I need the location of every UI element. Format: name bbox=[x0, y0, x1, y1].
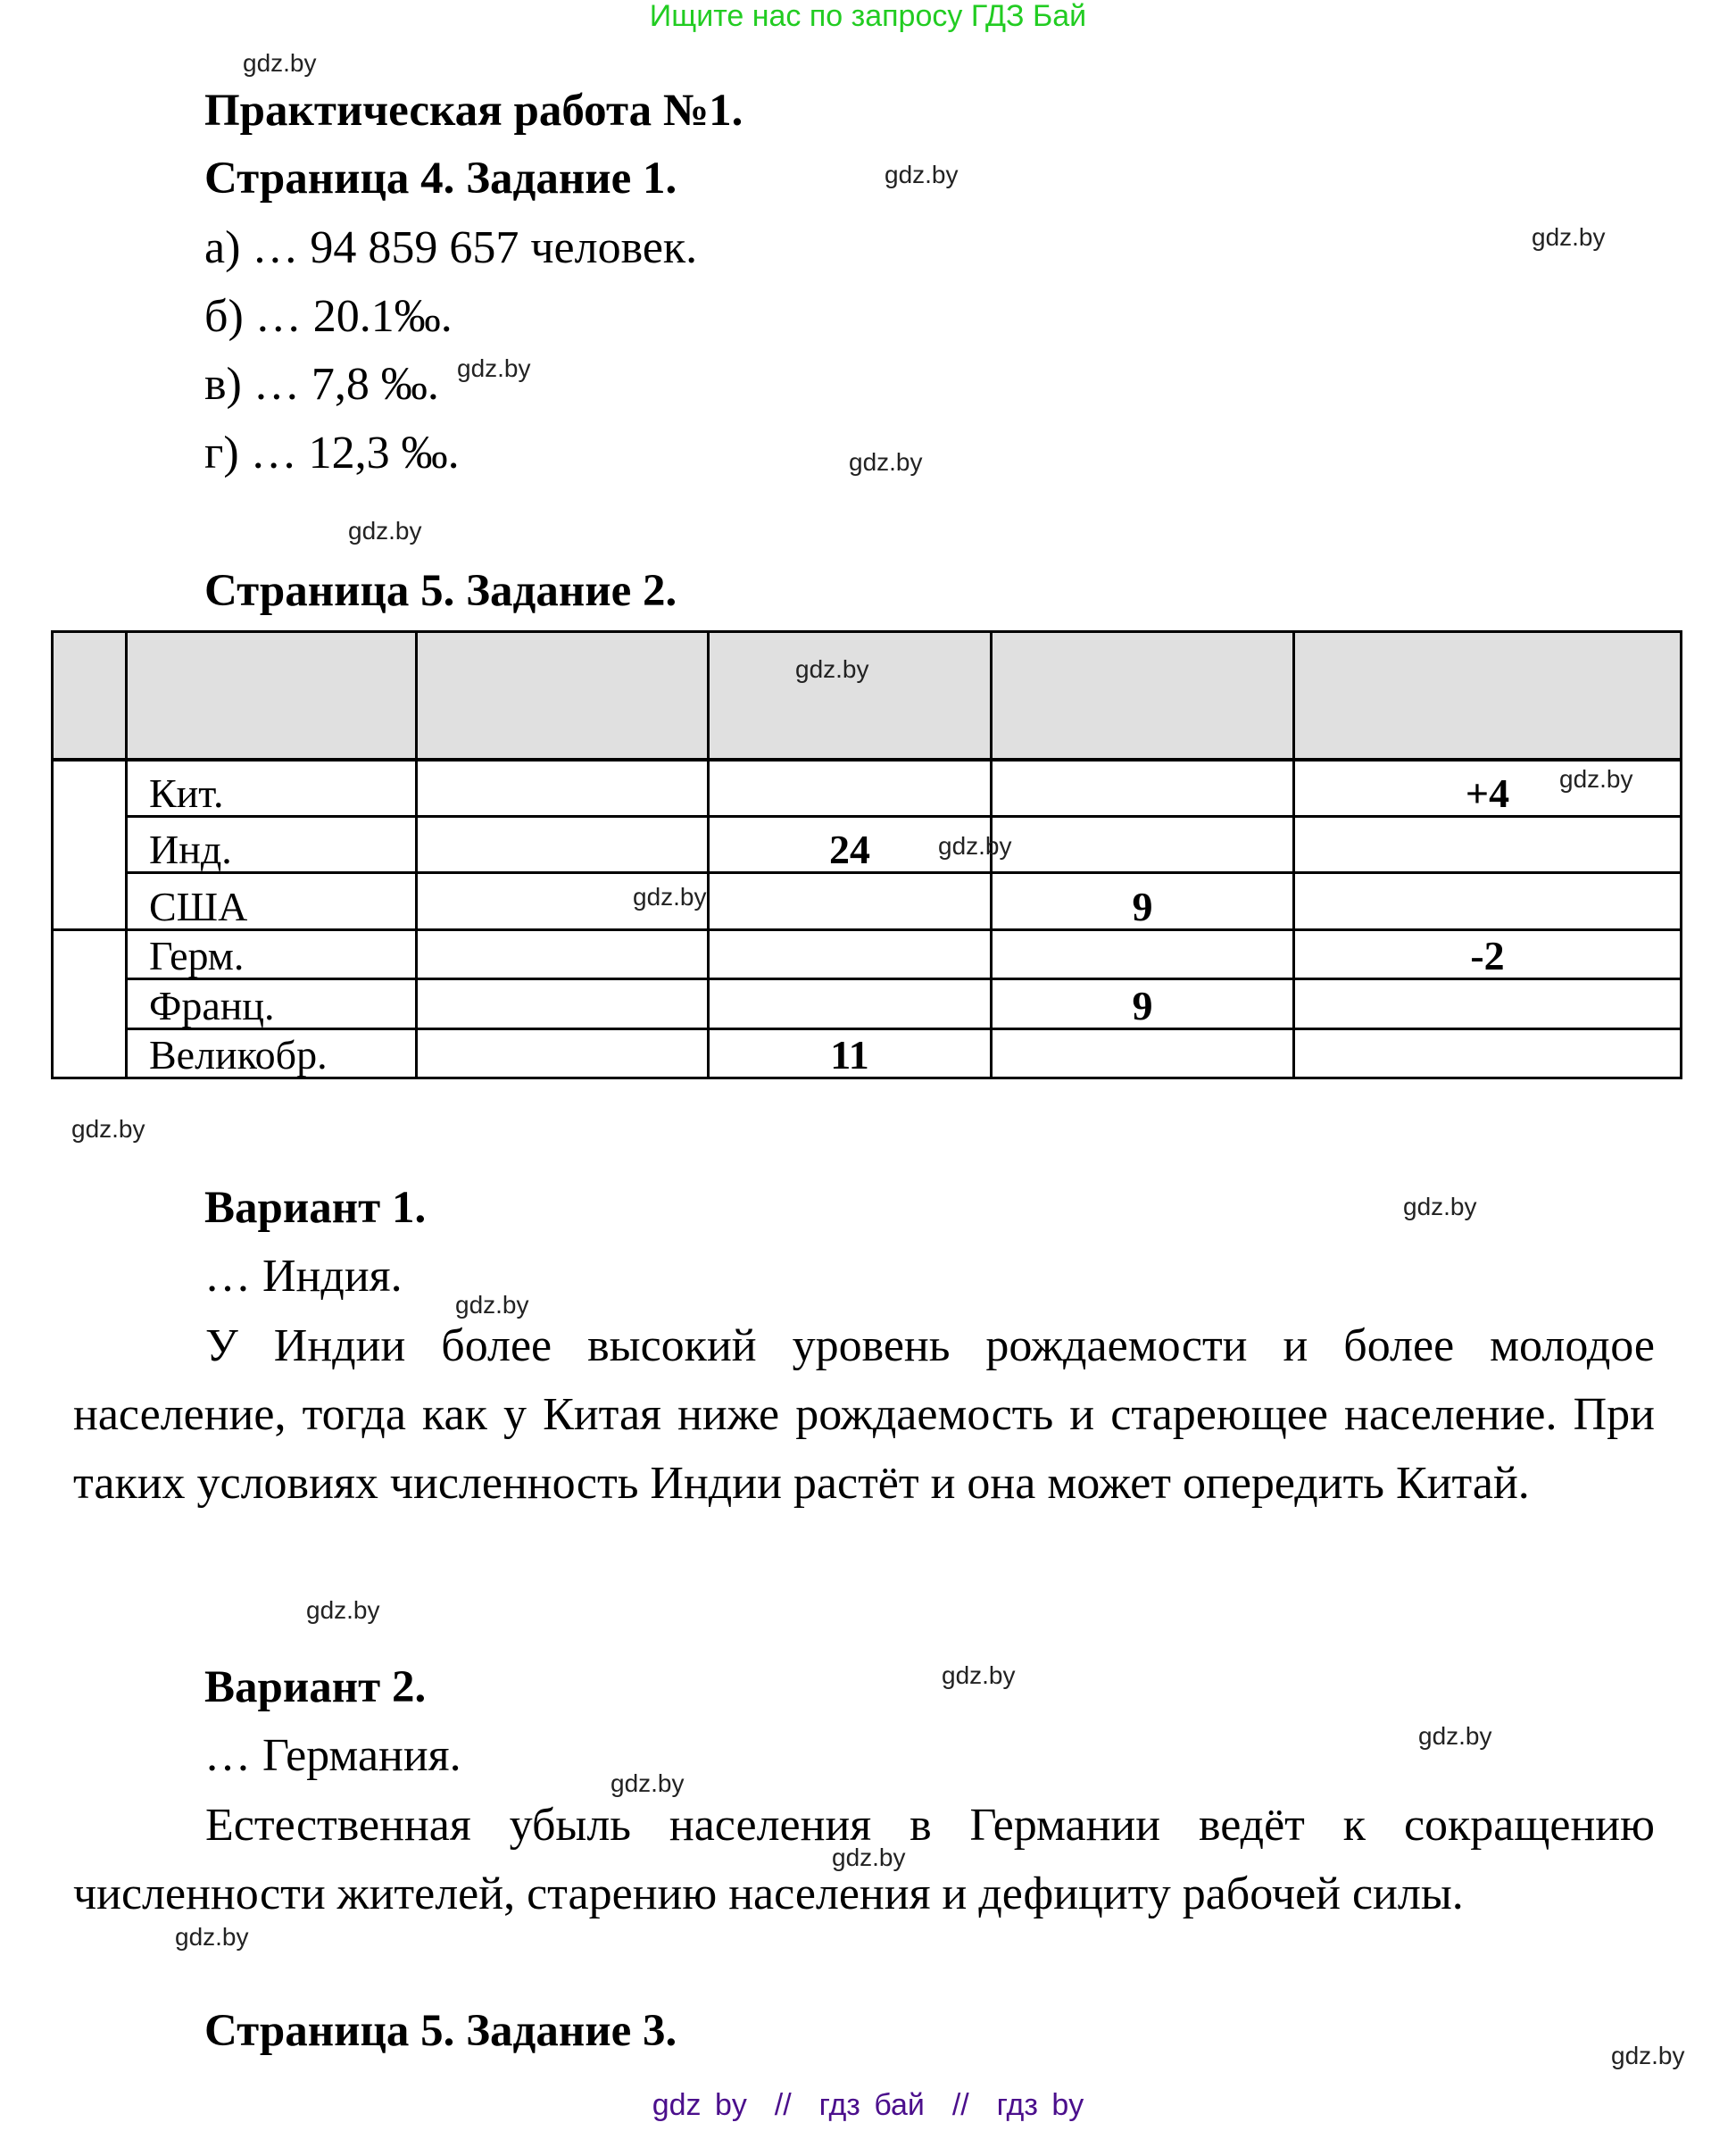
watermark: gdz.by bbox=[175, 1923, 249, 1951]
watermark: gdz.by bbox=[1611, 2042, 1685, 2069]
value-cell: 9 bbox=[992, 872, 1294, 929]
watermark: gdz.by bbox=[885, 161, 959, 188]
value-cell bbox=[417, 978, 709, 1028]
watermark: gdz.by bbox=[938, 832, 1012, 860]
country-cell: США bbox=[127, 872, 417, 929]
table-row bbox=[53, 816, 1682, 872]
task1-answer-a: а) … 94 859 657 человек. bbox=[204, 222, 698, 273]
value-cell bbox=[992, 1028, 1294, 1078]
watermark: gdz.by bbox=[1559, 765, 1633, 793]
watermark: gdz.by bbox=[1532, 223, 1606, 251]
table-header-cell bbox=[992, 632, 1294, 761]
value-cell bbox=[992, 929, 1294, 978]
country-cell: Кит. bbox=[127, 760, 417, 816]
value-cell: 11 bbox=[709, 1028, 992, 1078]
page-title: Практическая работа №1. bbox=[204, 86, 743, 136]
value-cell bbox=[709, 978, 992, 1028]
value-cell bbox=[992, 760, 1294, 816]
variant2-answer: … Германия. bbox=[204, 1730, 461, 1781]
watermark: gdz.by bbox=[832, 1844, 906, 1871]
variant1-heading: Вариант 1. bbox=[204, 1183, 427, 1233]
value-cell bbox=[1294, 872, 1682, 929]
watermark: gdz.by bbox=[633, 883, 707, 911]
value-cell bbox=[417, 816, 709, 872]
value-cell bbox=[417, 929, 709, 978]
country-cell: Франц. bbox=[127, 978, 417, 1028]
country-cell: Великобр. bbox=[127, 1028, 417, 1078]
variant1-paragraph-text: У Индии более высокий уровень рождаемости и более молодое население, тогда как у Китая ниже рождаемость и стареющее население. При таких условиях численность Индии растёт и она может опередить Китай. bbox=[73, 1320, 1655, 1509]
watermark: gdz.by bbox=[942, 1661, 1016, 1689]
watermark: gdz.by bbox=[457, 354, 531, 382]
watermark: gdz.by bbox=[306, 1596, 380, 1624]
table-header-cell bbox=[1294, 632, 1682, 761]
value-cell bbox=[709, 929, 992, 978]
table-header-row bbox=[53, 632, 1682, 761]
value-cell bbox=[1294, 978, 1682, 1028]
watermark: gdz.by bbox=[1418, 1722, 1492, 1750]
value-cell: 9 bbox=[992, 978, 1294, 1028]
variant1-paragraph bbox=[73, 1311, 1655, 1518]
table-header-cell bbox=[53, 632, 127, 761]
search-hint-banner: Ищите нас по запросу ГДЗ Бай bbox=[649, 0, 1087, 33]
watermark: gdz.by bbox=[1403, 1193, 1477, 1220]
task1-answer-d: г) … 12,3 ‰. bbox=[204, 428, 460, 479]
country-cell: Герм. bbox=[127, 929, 417, 978]
variant1-answer: … Индия. bbox=[204, 1251, 403, 1302]
table-header-cell bbox=[127, 632, 417, 761]
value-cell: +4 bbox=[1294, 760, 1682, 816]
value-cell bbox=[1294, 1028, 1682, 1078]
group-cell-2 bbox=[53, 929, 127, 1078]
task1-heading: Страница 4. Задание 1. bbox=[204, 154, 677, 204]
value-cell bbox=[709, 872, 992, 929]
value-cell bbox=[709, 760, 992, 816]
watermark: gdz.by bbox=[849, 448, 923, 476]
table-header-cell bbox=[417, 632, 709, 761]
task3-heading: Страница 5. Задание 3. bbox=[204, 2006, 677, 2056]
watermark: gdz.by bbox=[795, 655, 869, 683]
value-cell bbox=[417, 1028, 709, 1078]
task2-heading: Страница 5. Задание 2. bbox=[204, 566, 677, 616]
value-cell bbox=[417, 760, 709, 816]
country-cell: Инд. bbox=[127, 816, 417, 872]
task1-answer-c: в) … 7,8 ‰. bbox=[204, 359, 439, 410]
value-cell bbox=[1294, 816, 1682, 872]
variant2-heading: Вариант 2. bbox=[204, 1662, 427, 1712]
table-header-cell bbox=[709, 632, 992, 761]
table-row bbox=[53, 929, 1682, 978]
value-cell bbox=[992, 816, 1294, 872]
variant2-paragraph-text: Естественная убыль населения в Германии ведёт к сокращению численности жителей, старению населения и дефициту рабочей силы. bbox=[73, 1800, 1655, 1919]
watermark: gdz.by bbox=[611, 1769, 685, 1797]
value-cell: -2 bbox=[1294, 929, 1682, 978]
value-cell: 24 bbox=[709, 816, 992, 872]
task1-answer-b: б) … 20.1‰. bbox=[204, 291, 453, 342]
watermark: gdz.by bbox=[243, 49, 317, 77]
table-row bbox=[53, 978, 1682, 1028]
watermark: gdz.by bbox=[455, 1291, 529, 1319]
population-table bbox=[51, 630, 1682, 1079]
table-row bbox=[53, 760, 1682, 816]
footer-site-links[interactable]: gdz by // гдз бай // гдз by bbox=[652, 2088, 1084, 2122]
watermark: gdz.by bbox=[348, 517, 422, 545]
table-row bbox=[53, 872, 1682, 929]
watermark: gdz.by bbox=[71, 1115, 145, 1143]
table-row bbox=[53, 1028, 1682, 1078]
variant2-paragraph bbox=[73, 1791, 1655, 1928]
group-cell-1 bbox=[53, 760, 127, 929]
